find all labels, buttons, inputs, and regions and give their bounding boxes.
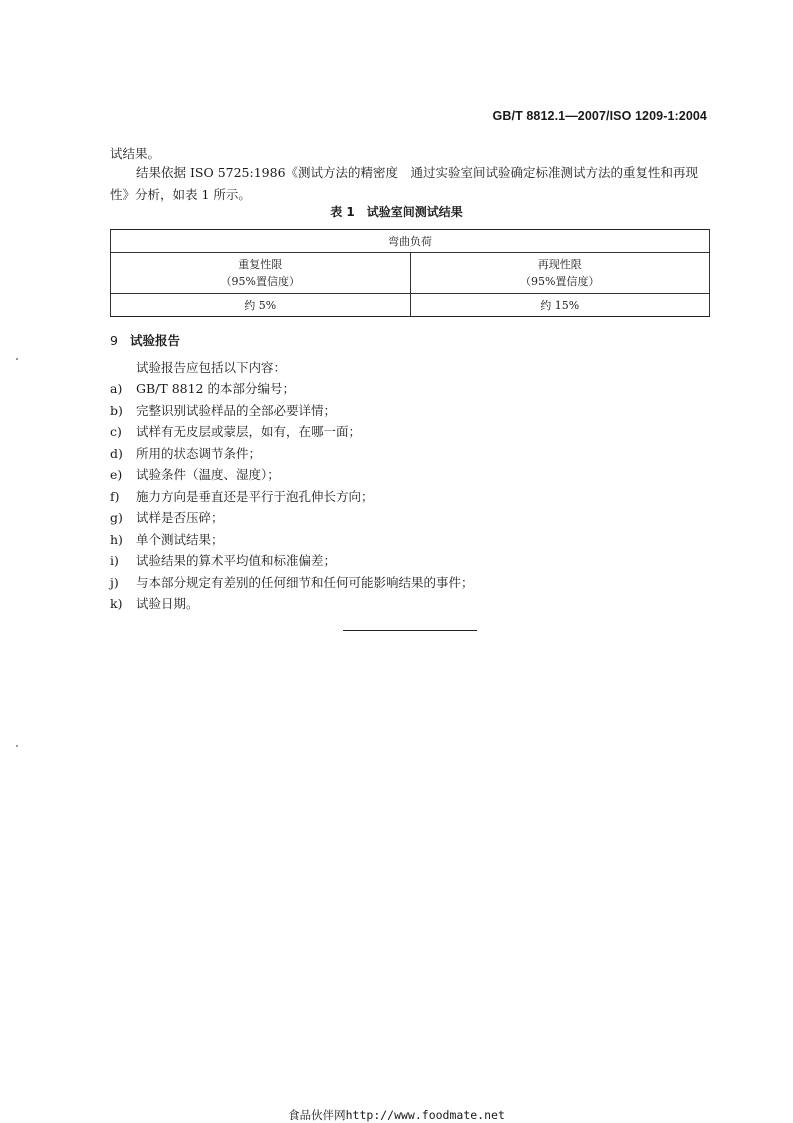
list-item [110, 572, 474, 594]
list-item-text: 所用的状态调节条件； [136, 445, 262, 461]
list-item [110, 486, 474, 508]
table-header-row [111, 230, 710, 253]
repeatability-title: 重复性限 [238, 258, 283, 271]
list-marker: i) [110, 553, 119, 568]
list-item-text: GB/T 8812 的本部分编号； [136, 381, 295, 396]
table-caption-title: 试验室间测试结果 [366, 205, 463, 219]
list-item [110, 529, 474, 551]
list-marker: c) [110, 424, 122, 439]
section-title: 试验报告 [130, 333, 181, 348]
repeatability-value: 约 5% [111, 294, 411, 317]
report-intro: 试验报告应包括以下内容： [136, 360, 287, 375]
reproducibility-note: （95%置信度） [520, 275, 600, 288]
repeatability-header [111, 253, 411, 294]
list-marker: d) [110, 445, 123, 461]
list-item [110, 507, 474, 529]
list-item-text: 试验日期。 [136, 596, 199, 611]
list-item [110, 400, 474, 422]
list-marker: f) [110, 488, 120, 504]
list-marker: g) [110, 510, 123, 525]
list-marker: j) [110, 574, 119, 590]
standard-number: GB/T 8812.1—2007/ISO 1209-1:2004 [492, 109, 707, 123]
list-item-text: 试验条件（温度、湿度）； [136, 467, 280, 482]
list-marker: b) [110, 402, 123, 418]
section-heading [110, 331, 180, 349]
results-table [110, 229, 710, 317]
list-item-text: 与本部分规定有差别的任何细节和任何可能影响结果的事件； [136, 574, 474, 590]
list-item [110, 421, 474, 443]
table-caption-label: 表 1 [330, 205, 355, 219]
table-subheader-row [111, 253, 710, 294]
scan-speck [16, 745, 18, 747]
list-item [110, 464, 474, 486]
reproducibility-value: 约 15% [410, 294, 710, 317]
report-items-list [110, 378, 474, 615]
table-caption [0, 203, 793, 220]
list-marker: h) [110, 531, 123, 547]
list-item-text: 完整识别试验样品的全部必要详情； [136, 402, 337, 418]
table-header-bending-load: 弯曲负荷 [111, 230, 710, 253]
list-marker: k) [110, 596, 123, 611]
paragraph-continuation: 试结果。 [110, 146, 161, 161]
list-item-text: 试样有无皮层或蒙层，如有，在哪一面； [136, 424, 362, 439]
list-item [110, 550, 474, 572]
list-item [110, 443, 474, 465]
list-item [110, 593, 474, 615]
end-of-document-rule [343, 630, 477, 631]
list-marker: a) [110, 381, 123, 396]
list-item-text: 试验结果的算术平均值和标准偏差； [136, 553, 337, 568]
paragraph-precision: 结果依据 ISO 5725:1986《测试方法的精密度 通过实验室间试验确定标准测试方法的重复性和再现性》分析，如表 1 所示。 [110, 165, 699, 202]
repeatability-note: （95%置信度） [220, 275, 300, 288]
reproducibility-header [410, 253, 710, 294]
list-item-text: 施力方向是垂直还是平行于泡孔伸长方向； [136, 488, 374, 504]
list-item-text: 试样是否压碎； [136, 510, 224, 525]
section-number: 9 [110, 333, 118, 348]
list-marker: e) [110, 467, 123, 482]
list-item [110, 378, 474, 400]
scan-speck [16, 358, 18, 360]
reproducibility-title: 再现性限 [537, 258, 582, 271]
footer-watermark: 食品伙伴网http://www.foodmate.net [288, 1108, 505, 1122]
table-value-row [111, 294, 710, 317]
list-item-text: 单个测试结果； [136, 531, 224, 547]
